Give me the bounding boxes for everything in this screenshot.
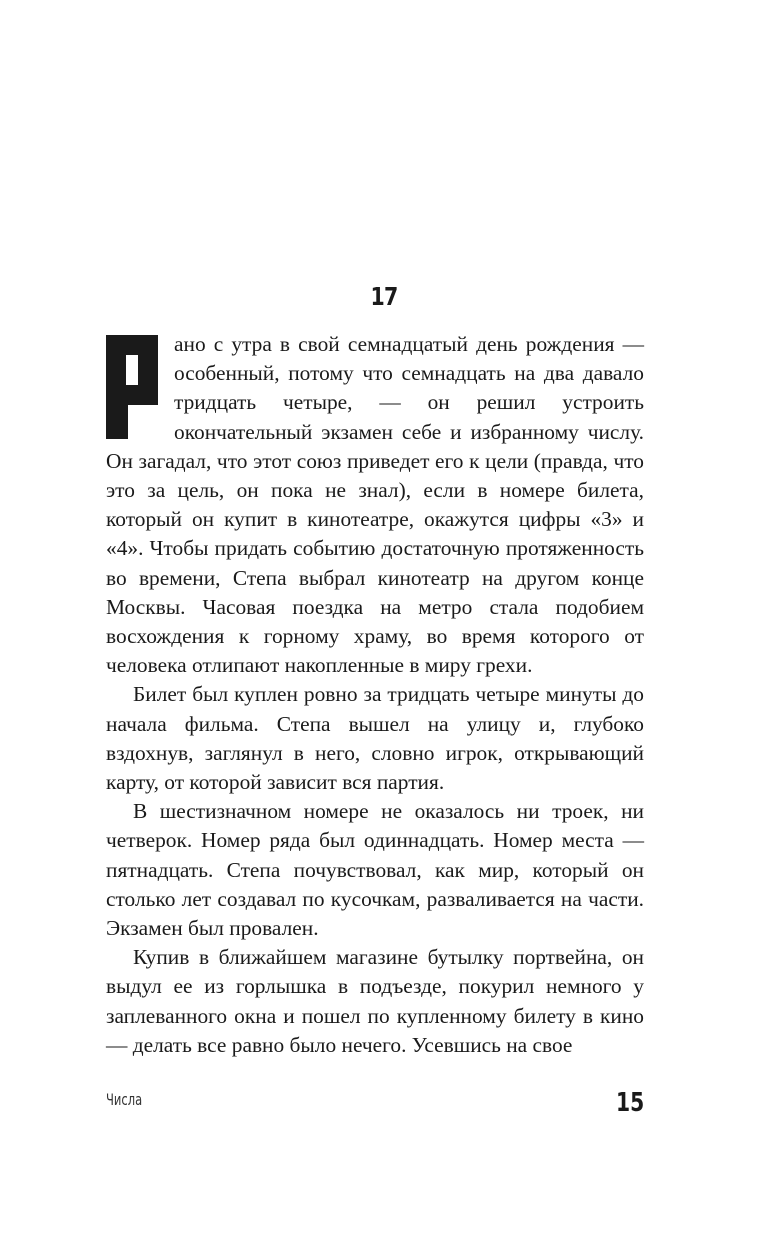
running-title: Числа	[106, 1090, 143, 1109]
paragraph-4: Купив в ближайшем магазине бутылку портвейна, он выдул ее из горлышка в подъезде, покурил немного у заплеванного окна и пошел по купленному билету в кино — делать все равно было нечего. Усевшись на свое	[106, 945, 644, 1057]
drop-cap	[106, 335, 158, 439]
drop-cap-letter-shape	[106, 335, 158, 439]
paragraph-1: ано с утра в свой семнадцатый день рождения — особенный, потому что семнадцать на два давало тридцать четыре, — он решил устроить окончательный экзамен себе и избранному числу. Он загадал, что этот союз приведет его к цели (правда, что это за цель, он пока не знал), если в номере билета, который он купит в кинотеатре, окажутся цифры «3» и «4». Чтобы придать событию достаточную протяженность во времени, Степа выбрал кинотеатр на другом конце Москвы. Часовая поездка на метро стала подобием восхождения к горному храму, во время которого от человека отлипают накопленные в миру грехи.	[106, 332, 644, 678]
paragraph-2: Билет был куплен ровно за тридцать четыре минуты до начала фильма. Степа вышел на улицу и, глубоко вздохнув, заглянул в него, словно игрок, открывающий карту, от которой зависит вся партия.	[106, 682, 644, 795]
page-number: 15	[615, 1088, 644, 1118]
paragraph-3: В шестизначном номере не оказалось ни троек, ни четверок. Номер ряда был одиннадцать. Номер места — пятнадцать. Степа почувствовал, как мир, который он столько лет создавал по кусочкам, разваливается на части. Экзамен был провален.	[106, 799, 644, 941]
chapter-number: 17	[370, 282, 398, 311]
body-text	[106, 330, 644, 1060]
